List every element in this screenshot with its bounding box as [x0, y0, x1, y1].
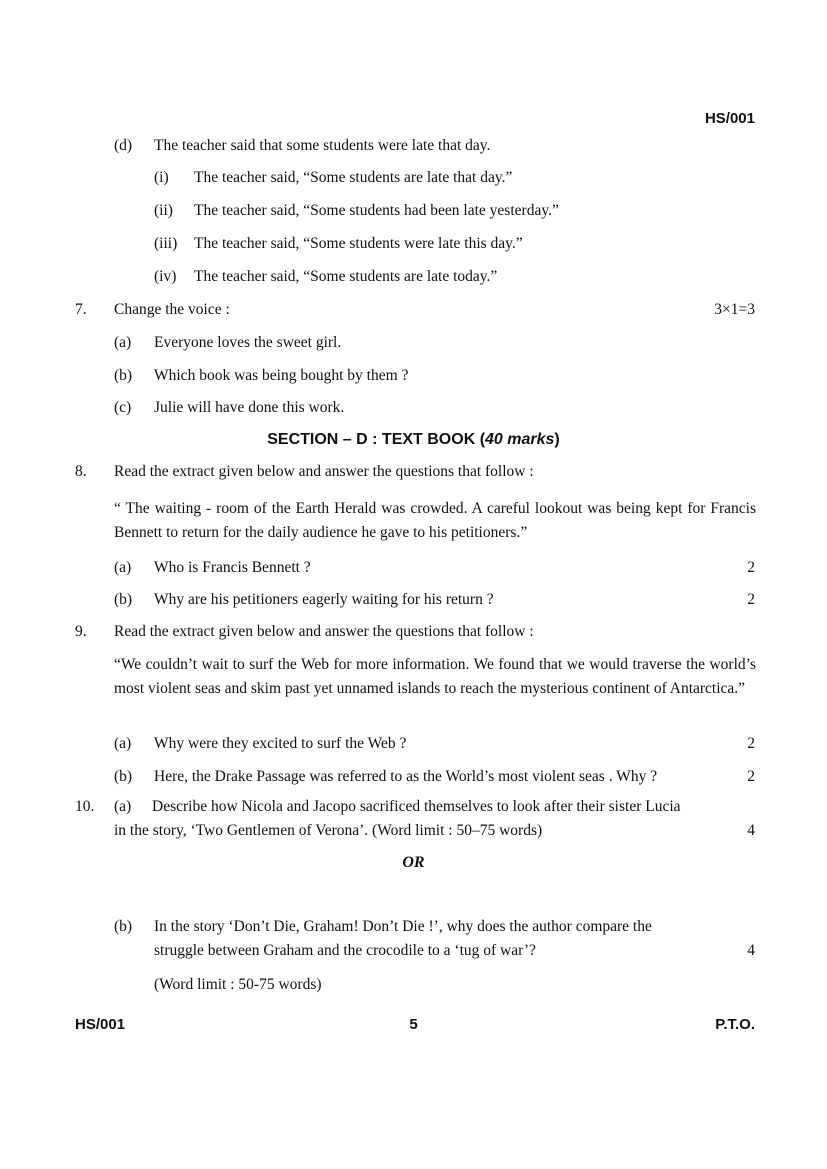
q9-item-label: (b): [114, 768, 133, 785]
q6d-option-num: (iv): [154, 268, 177, 285]
q7-item-text: Which book was being bought by them ?: [154, 367, 409, 384]
q10a-label: (a): [114, 798, 132, 815]
q7-item-label: (c): [114, 399, 132, 416]
q9-item-text: Why were they excited to surf the Web ?: [154, 735, 407, 752]
q8-item-text: Who is Francis Bennett ?: [154, 559, 311, 576]
q10a-line1: Describe how Nicola and Jacopo sacrificed themselves to look after their sister Lucia: [152, 798, 681, 815]
section-d-title-marks: 40 marks: [485, 431, 555, 448]
q6d-option-text: The teacher said, “Some students had been late yesterday.”: [194, 202, 559, 219]
q10a-line2: in the story, ‘Two Gentlemen of Verona’. (Word limit : 50–75 words): [114, 822, 543, 839]
q9-item-label: (a): [114, 735, 132, 752]
q9-item-marks: 2: [747, 735, 755, 752]
q8-item-label: (b): [114, 591, 133, 608]
q6d-option-text: The teacher said, “Some students are late today.”: [194, 268, 498, 285]
q6d-option-text: The teacher said, “Some students are late that day.”: [194, 169, 513, 186]
q9-text: Read the extract given below and answer the questions that follow :: [114, 623, 534, 640]
q10-number: 10.: [75, 798, 95, 815]
section-d-heading: [0, 431, 827, 449]
q10b-line1: In the story ‘Don’t Die, Graham! Don’t Die !’, why does the author compare the: [154, 918, 652, 935]
footer-page-number: 5: [409, 1016, 418, 1033]
q9-number: 9.: [75, 623, 87, 640]
q6d-label: (d): [114, 137, 133, 154]
q6d-option-num: (i): [154, 169, 169, 186]
q10-or-separator: OR: [402, 854, 425, 871]
q6d-option-num: (ii): [154, 202, 173, 219]
q7-item-text: Everyone loves the sweet girl.: [154, 334, 342, 351]
q8-item-marks: 2: [747, 559, 755, 576]
footer-paper-code: HS/001: [75, 1016, 126, 1033]
section-d-title-prefix: SECTION – D : TEXT BOOK (: [267, 431, 486, 448]
q10a-marks: 4: [747, 822, 755, 839]
q6d-option-text: The teacher said, “Some students were late this day.”: [194, 235, 523, 252]
q9-item-marks: 2: [747, 768, 755, 785]
q7-number: 7.: [75, 301, 87, 318]
header-paper-code: HS/001: [704, 110, 755, 127]
q7-item-label: (a): [114, 334, 132, 351]
q10b-word-limit: (Word limit : 50-75 words): [154, 976, 322, 993]
section-d-title-suffix: ): [554, 431, 560, 448]
q7-item-label: (b): [114, 367, 133, 384]
q10b-marks: 4: [747, 942, 755, 959]
q10b-line2: struggle between Graham and the crocodile to a ‘tug of war’?: [154, 942, 536, 959]
q7-marks: 3×1=3: [714, 301, 755, 318]
q7-text: Change the voice :: [114, 301, 230, 318]
q6d-option-num: (iii): [154, 235, 178, 252]
q8-item-label: (a): [114, 559, 132, 576]
q8-item-text: Why are his petitioners eagerly waiting for his return ?: [154, 591, 494, 608]
q8-extract: “ The waiting - room of the Earth Herald was crowded. A careful lookout was being kept for Francis Bennett to return for the daily audience he gave to his petitioners.”: [114, 500, 756, 541]
q8-text: Read the extract given below and answer the questions that follow :: [114, 463, 534, 480]
q8-number: 8.: [75, 463, 87, 480]
footer-pto: P.T.O.: [715, 1016, 755, 1033]
q9-extract: “We couldn’t wait to surf the Web for more information. We found that we would traverse the world’s most violent seas and skim past yet unnamed islands to reach the mysterious continent of Antarctica.”: [114, 656, 756, 697]
q7-item-text: Julie will have done this work.: [154, 399, 345, 416]
q10b-label: (b): [114, 918, 133, 935]
q9-item-text: Here, the Drake Passage was referred to as the World’s most violent seas . Why ?: [154, 768, 658, 785]
q8-item-marks: 2: [747, 591, 755, 608]
q6d-text: The teacher said that some students were late that day.: [154, 137, 491, 154]
